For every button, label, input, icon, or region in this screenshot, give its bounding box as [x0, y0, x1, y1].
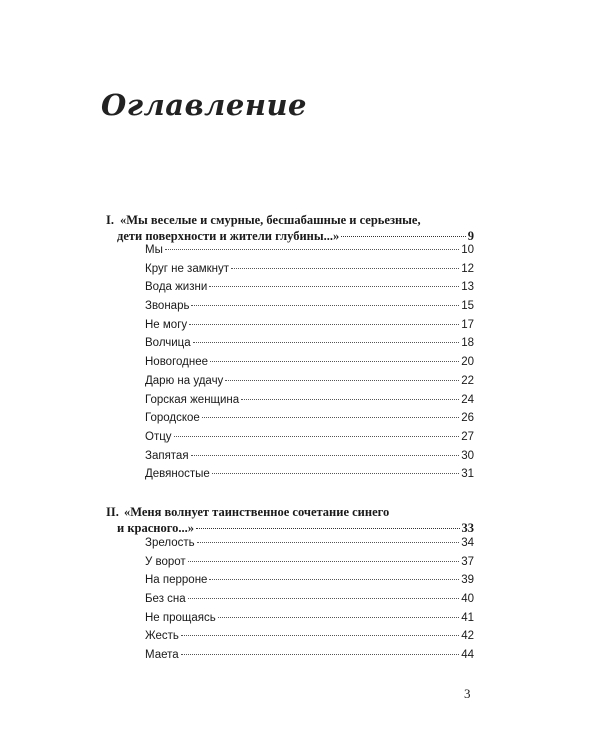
- toc-entry[interactable]: Запятая 30: [145, 449, 474, 462]
- toc-entry[interactable]: Дарю на удачу 22: [145, 374, 474, 387]
- toc-entry[interactable]: Вода жизни 13: [145, 281, 474, 294]
- toc-entry[interactable]: Отцу 27: [145, 430, 474, 443]
- toc-entry[interactable]: У ворот 37: [145, 555, 474, 568]
- section-1-number: I.: [106, 213, 114, 227]
- toc-entry[interactable]: Не прощаясь 41: [145, 611, 474, 624]
- leader-dots: [196, 528, 460, 529]
- toc-entry[interactable]: Без сна 40: [145, 593, 474, 606]
- leader-dots: [341, 236, 466, 237]
- toc-entry[interactable]: Звонарь 15: [145, 300, 474, 313]
- toc-entry[interactable]: Не могу 17: [145, 318, 474, 331]
- toc-entry[interactable]: Новогоднее 20: [145, 356, 474, 369]
- toc-entry[interactable]: Горская женщина 24: [145, 393, 474, 406]
- toc-entry[interactable]: Маета 44: [145, 649, 474, 662]
- section-2-page: 33: [461, 521, 474, 535]
- toc-entry[interactable]: На перроне 39: [145, 574, 474, 587]
- section-1-entries: [145, 244, 474, 487]
- section-1-page: 9: [467, 229, 474, 243]
- toc-entry[interactable]: Зрелость 34: [145, 537, 474, 549]
- page-title: Оглавление: [101, 88, 307, 122]
- toc-entry[interactable]: Девяностые 31: [145, 468, 474, 481]
- toc-entry[interactable]: Жесть 42: [145, 630, 474, 643]
- page-number: 3: [464, 686, 471, 701]
- toc-entry[interactable]: Круг не замкнут 12: [145, 262, 474, 275]
- section-2-entries: [145, 537, 474, 668]
- section-2-heading-line1: «Меня волнует таинственное сочетание синего: [124, 505, 390, 519]
- section-1-heading: [106, 212, 474, 246]
- section-1-heading-line1: «Мы веселые и смурные, бесшабашные и серьезные,: [120, 213, 421, 227]
- section-1-heading-line2: дети поверхности и жители глубины...» 9: [117, 229, 474, 243]
- section-2-heading: [106, 504, 474, 538]
- toc-entry[interactable]: Волчица 18: [145, 337, 474, 350]
- toc-entry[interactable]: Мы 10: [145, 244, 474, 256]
- section-2-number: II.: [106, 505, 119, 519]
- toc-entry[interactable]: Городское 26: [145, 412, 474, 425]
- section-2-heading-line2: и красного...» 33: [117, 521, 474, 535]
